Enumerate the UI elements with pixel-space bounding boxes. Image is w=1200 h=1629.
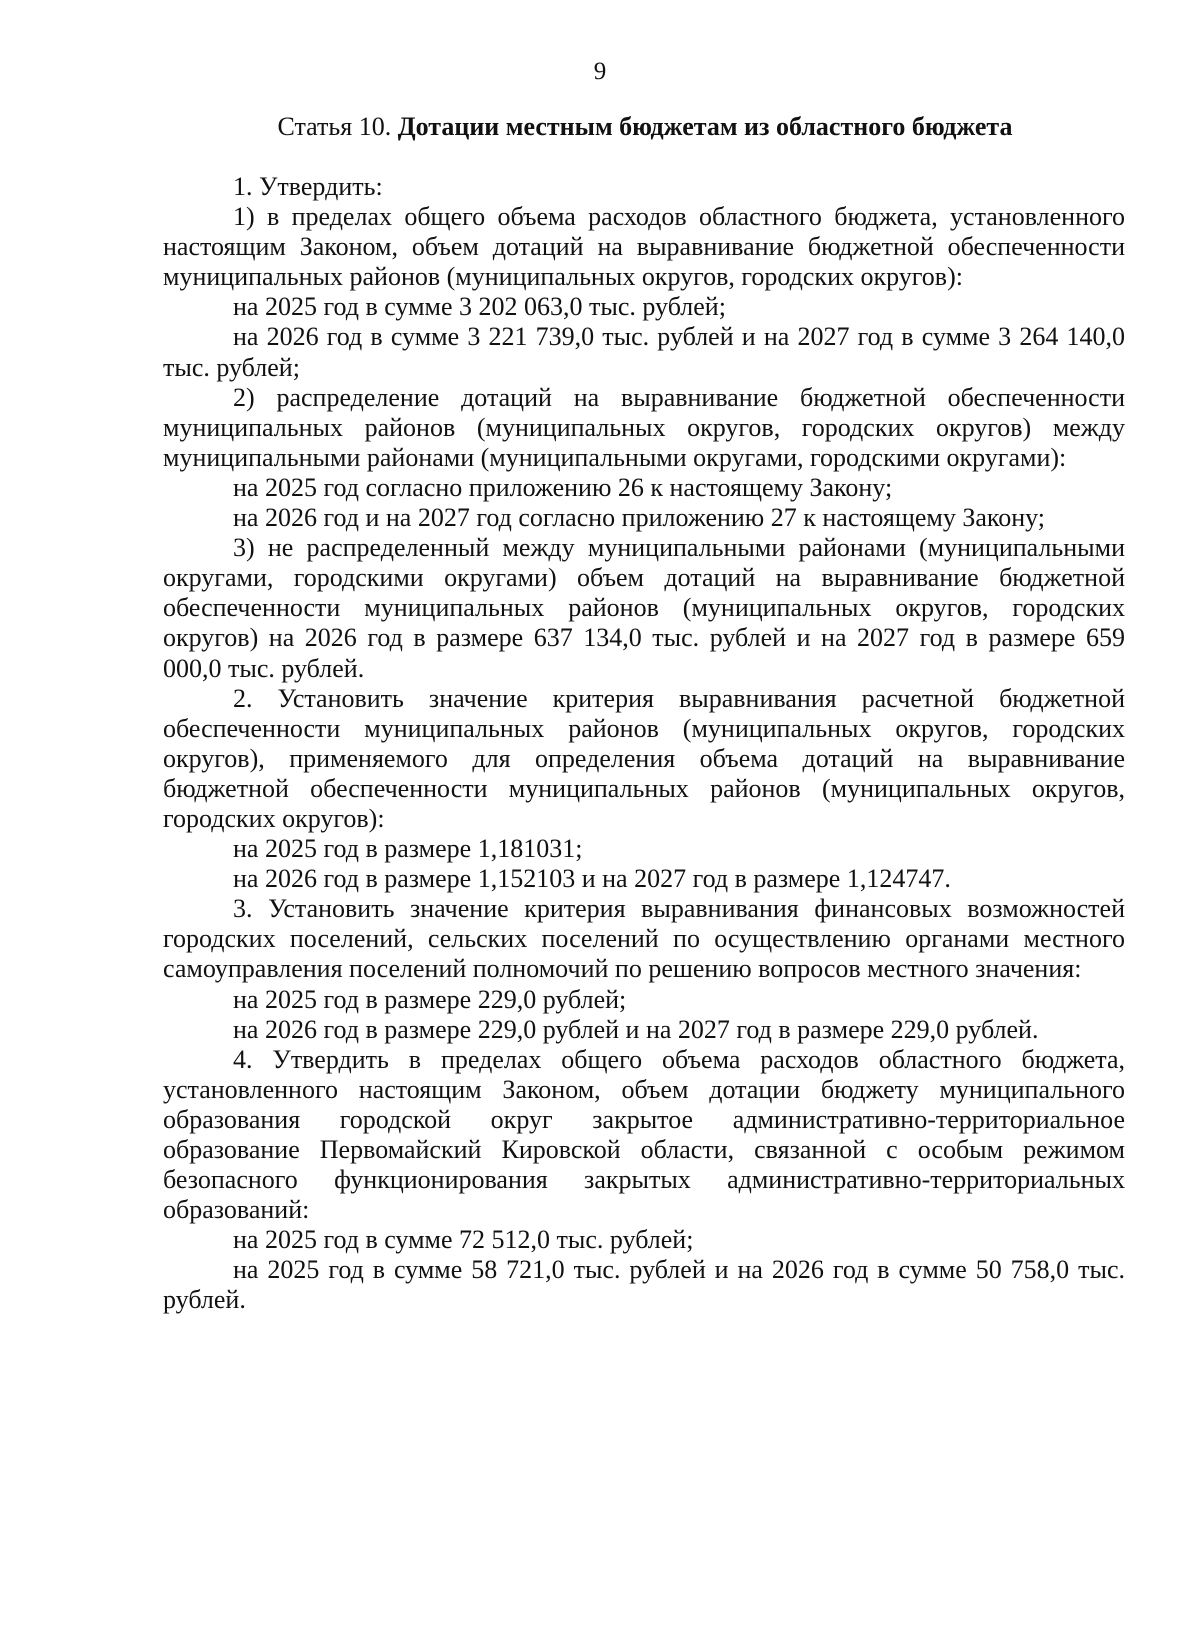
article-body — [163, 172, 1125, 1316]
paragraph-1-item-1: 1) в пределах общего объема расходов областного бюджета, установленного настоящим Законом, объем дотаций на выравнивание бюджетной обеспеченности муниципальных районов (муниципальных округов, городских округов): — [163, 202, 1125, 292]
paragraph-4-2025-2026: на 2025 год в сумме 58 721,0 тыс. рублей и на 2026 год в сумме 50 758,0 тыс. рублей. — [163, 1255, 1125, 1315]
paragraph-3-2025: на 2025 год в размере 229,0 рублей; — [233, 984, 627, 1014]
paragraph-1-item-1-2025: на 2025 год в сумме 3 202 063,0 тыс. рублей; — [233, 292, 726, 322]
article-heading — [165, 112, 1125, 142]
paragraph-3: 3. Установить значение критерия выравнивания финансовых возможностей городских поселений, сельских поселений по осуществлению органами местного самоуправления поселений полномочий по решению вопросов местного значения: — [163, 894, 1125, 984]
paragraph-2: 2. Установить значение критерия выравнивания расчетной бюджетной обеспеченности муниципальных районов (муниципальных округов, городских округов), применяемого для определения объема дотаций на выравнивание бюджетной обеспеченности муниципальных районов (муниципальных округов, городских округов): — [163, 683, 1125, 833]
paragraph-1-item-2-2025: на 2025 год согласно приложению 26 к настоящему Закону; — [233, 472, 893, 502]
page-number: 9 — [593, 58, 607, 85]
paragraph-3-2026-2027: на 2026 год в размере 229,0 рублей и на 2027 год в размере 229,0 рублей. — [233, 1014, 1039, 1044]
article-number: Статья 10. — [277, 112, 392, 141]
paragraph-4: 4. Утвердить в пределах общего объема расходов областного бюджета, установленного настоящим Законом, объем дотации бюджету муниципального образования городской округ закрытое административно-территориальное образование Первомайский Кировской области, связанной с особым режимом безопасного функционирования закрытых административно-территориальных образований: — [163, 1044, 1125, 1225]
paragraph-4-2025: на 2025 год в сумме 72 512,0 тыс. рублей; — [233, 1225, 694, 1255]
paragraph-1: 1. Утвердить: — [233, 172, 383, 201]
paragraph-1-item-2: 2) распределение дотаций на выравнивание бюджетной обеспеченности муниципальных районов (муниципальных округов, городских округов) между муниципальными районами (муниципальными округами, городскими округами): — [163, 382, 1125, 472]
paragraph-1-item-1-2026-2027: на 2026 год в сумме 3 221 739,0 тыс. рублей и на 2027 год в сумме 3 264 140,0 тыс. рублей; — [163, 322, 1125, 382]
paragraph-2-2025: на 2025 год в размере 1,181031; — [233, 834, 583, 864]
paragraph-1-item-3: 3) не распределенный между муниципальными районами (муниципальными округами, городскими округами) объем дотаций на выравнивание бюджетной обеспеченности муниципальных районов (муниципальных округов, городских округов) на 2026 год в размере 637 134,0 тыс. рублей и на 2027 год в размере 659 000,0 тыс. рублей. — [163, 533, 1125, 683]
article-title: Дотации местным бюджетам из областного бюджета — [397, 112, 1013, 141]
paragraph-1-item-2-2026-2027: на 2026 год и на 2027 год согласно приложению 27 к настоящему Закону; — [233, 503, 1046, 533]
paragraph-2-2026-2027: на 2026 год в размере 1,152103 и на 2027 год в размере 1,124747. — [233, 864, 951, 894]
